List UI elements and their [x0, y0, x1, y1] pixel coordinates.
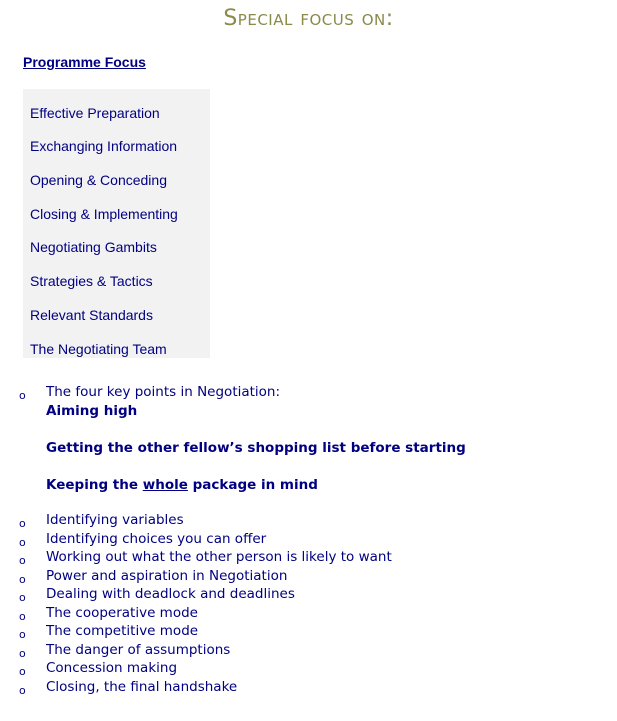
- topic-item: The competitive mode: [46, 623, 199, 639]
- topic-item: Concession making: [46, 660, 178, 676]
- list-bullet: o: [19, 591, 26, 604]
- focus-item-strategies-tactics: Strategies & Tactics: [30, 273, 153, 289]
- focus-item-exchanging-information: Exchanging Information: [30, 138, 178, 154]
- list-bullet: o: [19, 389, 26, 402]
- focus-item-negotiating-team: The Negotiating Team: [30, 341, 167, 357]
- topic-item: Power and aspiration in Negotiation: [46, 568, 288, 584]
- list-bullet: o: [19, 665, 26, 678]
- focus-item-opening-conceding: Opening & Conceding: [30, 172, 167, 188]
- topic-item: The cooperative mode: [46, 605, 198, 621]
- list-bullet: o: [19, 573, 26, 586]
- focus-item-relevant-standards: Relevant Standards: [30, 307, 153, 323]
- list-bullet: o: [19, 536, 26, 549]
- list-bullet: o: [19, 647, 26, 660]
- programme-focus-list: [23, 89, 210, 358]
- programme-focus-title: Programme Focus: [23, 54, 146, 70]
- list-bullet: o: [19, 628, 26, 641]
- key-point-text-before: Keeping the: [46, 477, 143, 493]
- key-point-aiming-high: Aiming high: [46, 403, 138, 419]
- key-point-text-after: package in mind: [187, 477, 318, 493]
- key-points-intro: The four key points in Negotiation:: [46, 384, 281, 400]
- list-bullet: o: [19, 554, 26, 567]
- topic-item: The danger of assumptions: [46, 642, 231, 658]
- focus-item-negotiating-gambits: Negotiating Gambits: [30, 239, 157, 255]
- list-bullet: o: [19, 610, 26, 623]
- focus-item-closing-implementing: Closing & Implementing: [30, 206, 178, 222]
- list-bullet: o: [19, 517, 26, 530]
- topic-item: Closing, the final handshake: [46, 679, 238, 695]
- topic-item: Working out what the other person is likely to want: [46, 549, 392, 565]
- key-point-shopping-list: Getting the other fellow’s shopping list before starting: [46, 440, 466, 456]
- topic-item: Identifying variables: [46, 512, 184, 528]
- list-bullet: o: [19, 684, 26, 697]
- key-point-whole-package: [46, 477, 318, 493]
- section-heading: Special focus on:: [223, 6, 394, 31]
- topic-item: Identifying choices you can offer: [46, 531, 267, 547]
- focus-item-effective-preparation: Effective Preparation: [30, 105, 160, 121]
- topic-item: Dealing with deadlock and deadlines: [46, 586, 295, 602]
- key-point-underlined-word: whole: [142, 477, 188, 493]
